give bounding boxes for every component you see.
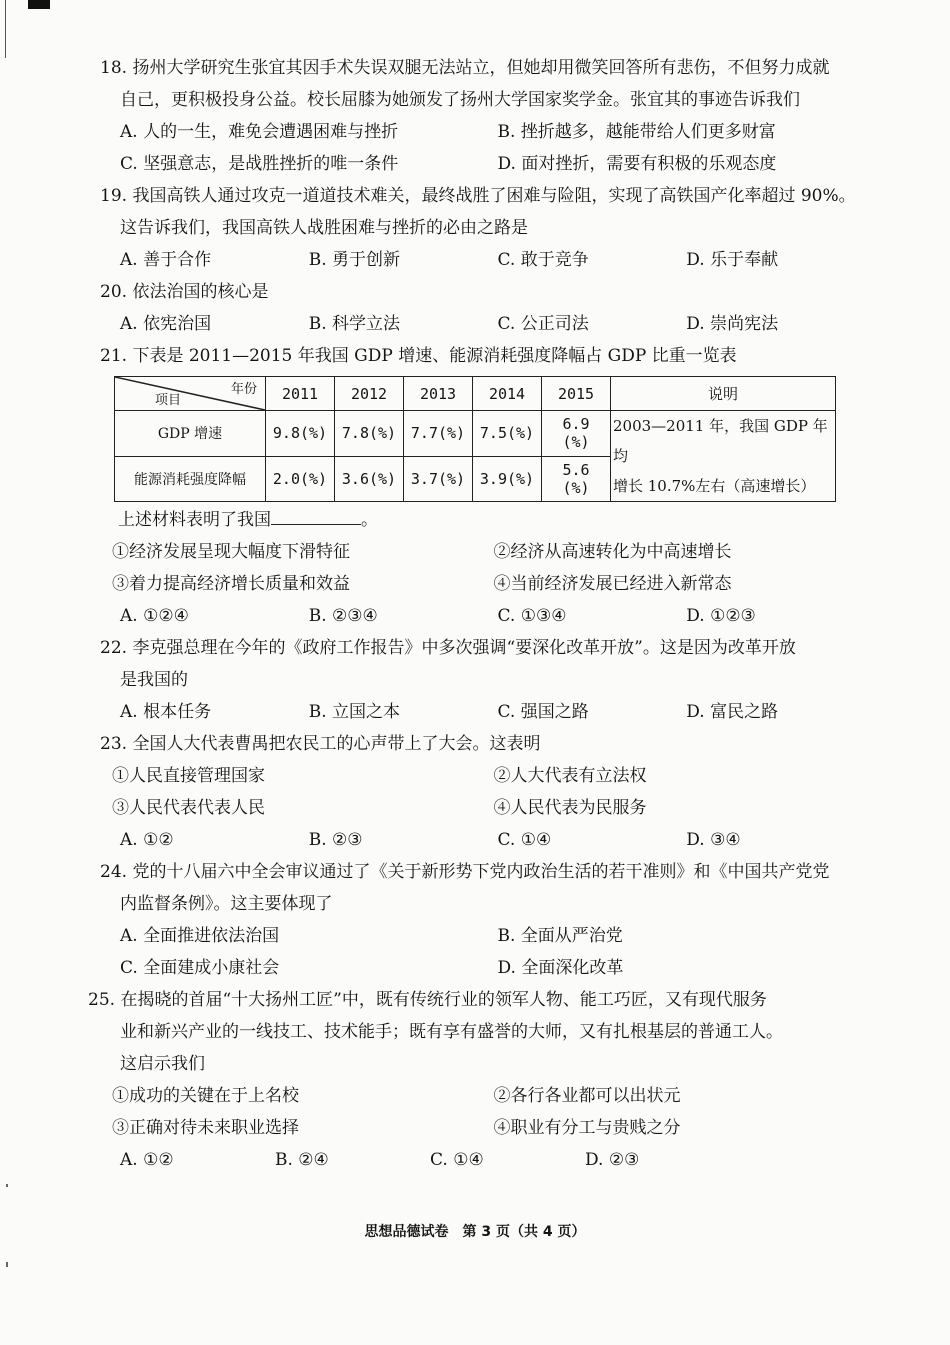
statement-2: ②各行各业都可以出状元 bbox=[493, 1086, 681, 1106]
question-25 bbox=[88, 984, 875, 1176]
question-stem: 是我国的 bbox=[120, 670, 188, 690]
options-row bbox=[100, 952, 875, 984]
question-stem: 23. 全国人大代表曹禺把农民工的心声带上了大会。这表明 bbox=[100, 734, 541, 754]
option-a: A. ①② bbox=[120, 1150, 174, 1170]
statement-4: ④当前经济发展已经进入新常态 bbox=[493, 574, 732, 594]
option-d: D. ③④ bbox=[686, 830, 741, 850]
scan-speck bbox=[6, 1184, 8, 1187]
page-footer: 思想品德试卷 第 3 页（共 4 页） bbox=[364, 1224, 586, 1240]
question-stem: 内监督条例》。这主要体现了 bbox=[120, 894, 333, 914]
statement-4: ④人民代表为民服务 bbox=[493, 798, 647, 818]
question-stem: 自己，更积极投身公益。校长屈膝为她颁发了扬州大学国家奖学金。张宜其的事迹告诉我们 bbox=[120, 90, 800, 110]
table-cell: 7.5(%) bbox=[473, 411, 542, 457]
question-stem: 19. 我国高铁人通过攻克一道道技术难关，最终战胜了困难与险阻，实现了高铁国产化率超过 90%。 bbox=[100, 186, 856, 206]
option-d: D. 乐于奉献 bbox=[686, 250, 779, 270]
option-b: B. ②④ bbox=[275, 1150, 329, 1170]
option-b: B. 挫折越多，越能带给人们更多财富 bbox=[497, 122, 776, 142]
statements-row bbox=[100, 1112, 875, 1144]
question-stem: 25. 在揭晓的首届“十大扬州工匠”中，既有传统行业的领军人物、能工巧匠，又有现代服务 bbox=[88, 990, 767, 1010]
year-header: 2011 bbox=[266, 377, 335, 411]
question-23 bbox=[100, 728, 875, 856]
row-label: 能源消耗强度降幅 bbox=[115, 456, 266, 502]
options-row bbox=[100, 1144, 875, 1176]
table-cell: 6.9 (%) bbox=[542, 411, 611, 457]
note-line: 增长 10.7%左右（高速增长） bbox=[613, 477, 816, 495]
question-24 bbox=[100, 856, 875, 984]
option-c: C. ①④ bbox=[430, 1150, 484, 1170]
option-c: C. 敢于竞争 bbox=[497, 250, 589, 270]
table-cell: 2.0(%) bbox=[266, 456, 335, 502]
options-row bbox=[100, 116, 875, 148]
statement-4: ④职业有分工与贵贱之分 bbox=[493, 1118, 681, 1138]
option-c: C. 公正司法 bbox=[497, 314, 589, 334]
question-stem: 20. 依法治国的核心是 bbox=[100, 282, 269, 302]
question-stem: 这启示我们 bbox=[120, 1054, 205, 1074]
table-cell: 3.9(%) bbox=[473, 456, 542, 502]
option-b: B. ②③④ bbox=[308, 606, 378, 626]
option-a: A. 全面推进依法治国 bbox=[120, 926, 280, 946]
statement-1: ①成功的关键在于上名校 bbox=[112, 1086, 299, 1106]
scan-edge bbox=[5, 0, 6, 58]
table-row bbox=[115, 411, 836, 457]
scan-mark bbox=[28, 0, 50, 9]
option-b: B. 全面从严治党 bbox=[497, 926, 623, 946]
question-20 bbox=[100, 276, 875, 340]
statements-row bbox=[100, 1080, 875, 1112]
table-cell: 7.8(%) bbox=[335, 411, 404, 457]
option-a: A. 人的一生，难免会遭遇困难与挫折 bbox=[120, 122, 399, 142]
statements-row bbox=[100, 760, 875, 792]
question-19 bbox=[100, 180, 875, 276]
options-row bbox=[100, 920, 875, 952]
table-cell: 3.6(%) bbox=[335, 456, 404, 502]
option-a: A. ①② bbox=[120, 830, 174, 850]
table-cell: 3.7(%) bbox=[404, 456, 473, 502]
option-c: C. 全面建成小康社会 bbox=[120, 958, 280, 978]
stem-end: 。 bbox=[361, 510, 378, 530]
option-a: A. ①②④ bbox=[120, 606, 189, 626]
options-row bbox=[100, 308, 875, 340]
question-stem: 业和新兴产业的一线技工、技术能手；既有享有盛誉的大师，又有扎根基层的普通工人。 bbox=[120, 1022, 783, 1042]
options-row bbox=[100, 600, 875, 632]
option-d: D. 面对挫折，需要有积极的乐观态度 bbox=[497, 154, 777, 174]
option-d: D. 全面深化改革 bbox=[497, 958, 624, 978]
question-stem: 24. 党的十八届六中全会审议通过了《关于新形势下党内政治生活的若干准则》和《中国共产党党 bbox=[100, 862, 830, 882]
question-stem: 22. 李克强总理在今年的《政府工作报告》中多次强调“要深化改革开放”。这是因为改革开放 bbox=[100, 638, 796, 658]
option-c: C. ①④ bbox=[497, 830, 552, 850]
table-header-row bbox=[115, 377, 836, 411]
statement-2: ②人大代表有立法权 bbox=[493, 766, 647, 786]
statement-3: ③正确对待未来职业选择 bbox=[112, 1118, 299, 1138]
question-21 bbox=[100, 340, 875, 632]
question-22 bbox=[100, 632, 875, 728]
year-header: 2013 bbox=[404, 377, 473, 411]
statements-row bbox=[100, 568, 875, 600]
statements-row bbox=[100, 536, 875, 568]
note-header: 说明 bbox=[611, 377, 836, 411]
options-row bbox=[100, 148, 875, 180]
year-header: 2012 bbox=[335, 377, 404, 411]
statement-2: ②经济从高速转化为中高速增长 bbox=[493, 542, 732, 562]
scan-speck bbox=[6, 1262, 8, 1267]
note-cell bbox=[611, 411, 836, 502]
table-cell: 5.6 (%) bbox=[542, 456, 611, 502]
question-18 bbox=[100, 52, 875, 180]
option-c: C. 坚强意志，是战胜挫折的唯一条件 bbox=[120, 154, 399, 174]
option-d: D. 崇尚宪法 bbox=[686, 314, 779, 334]
option-d: D. 富民之路 bbox=[686, 702, 779, 722]
option-a: A. 依宪治国 bbox=[120, 314, 212, 334]
option-c: C. 强国之路 bbox=[497, 702, 589, 722]
options-row bbox=[100, 696, 875, 728]
header-year-label: 年份 bbox=[230, 382, 257, 397]
table-cell: 9.8(%) bbox=[266, 411, 335, 457]
exam-page bbox=[88, 52, 875, 1176]
statement-3: ③着力提高经济增长质量和效益 bbox=[112, 574, 350, 594]
stem-text: 上述材料表明了我国 bbox=[118, 510, 271, 530]
option-b: B. 立国之本 bbox=[308, 702, 401, 722]
option-d: D. ①②③ bbox=[686, 606, 756, 626]
table-corner-header bbox=[115, 377, 266, 411]
option-c: C. ①③④ bbox=[497, 606, 567, 626]
header-item-label: 项目 bbox=[155, 393, 182, 408]
table-cell: 7.7(%) bbox=[404, 411, 473, 457]
option-b: B. 科学立法 bbox=[308, 314, 401, 334]
year-header: 2014 bbox=[473, 377, 542, 411]
question-stem: 这告诉我们，我国高铁人战胜困难与挫折的必由之路是 bbox=[120, 218, 528, 238]
question-stem: 21. 下表是 2011—2015 年我国 GDP 增速、能源消耗强度降幅占 GDP 比重一览表 bbox=[100, 346, 737, 366]
question-stem bbox=[100, 504, 875, 536]
option-a: A. 根本任务 bbox=[120, 702, 212, 722]
option-d: D. ②③ bbox=[585, 1150, 640, 1170]
answer-blank bbox=[271, 508, 361, 525]
year-header: 2015 bbox=[542, 377, 611, 411]
options-row bbox=[100, 244, 875, 276]
gdp-table bbox=[114, 376, 836, 502]
row-label: GDP 增速 bbox=[115, 411, 266, 457]
option-b: B. ②③ bbox=[308, 830, 363, 850]
option-b: B. 勇于创新 bbox=[308, 250, 401, 270]
statement-1: ①经济发展呈现大幅度下滑特征 bbox=[112, 542, 350, 562]
options-row bbox=[100, 824, 875, 856]
statement-3: ③人民代表代表人民 bbox=[112, 798, 265, 818]
statements-row bbox=[100, 792, 875, 824]
statement-1: ①人民直接管理国家 bbox=[112, 766, 265, 786]
option-a: A. 善于合作 bbox=[120, 250, 212, 270]
note-line: 2003—2011 年，我国 GDP 年均 bbox=[613, 417, 828, 465]
question-stem: 18. 扬州大学研究生张宜其因手术失误双腿无法站立，但她却用微笑回答所有悲伤，不但努力成就 bbox=[100, 58, 830, 78]
